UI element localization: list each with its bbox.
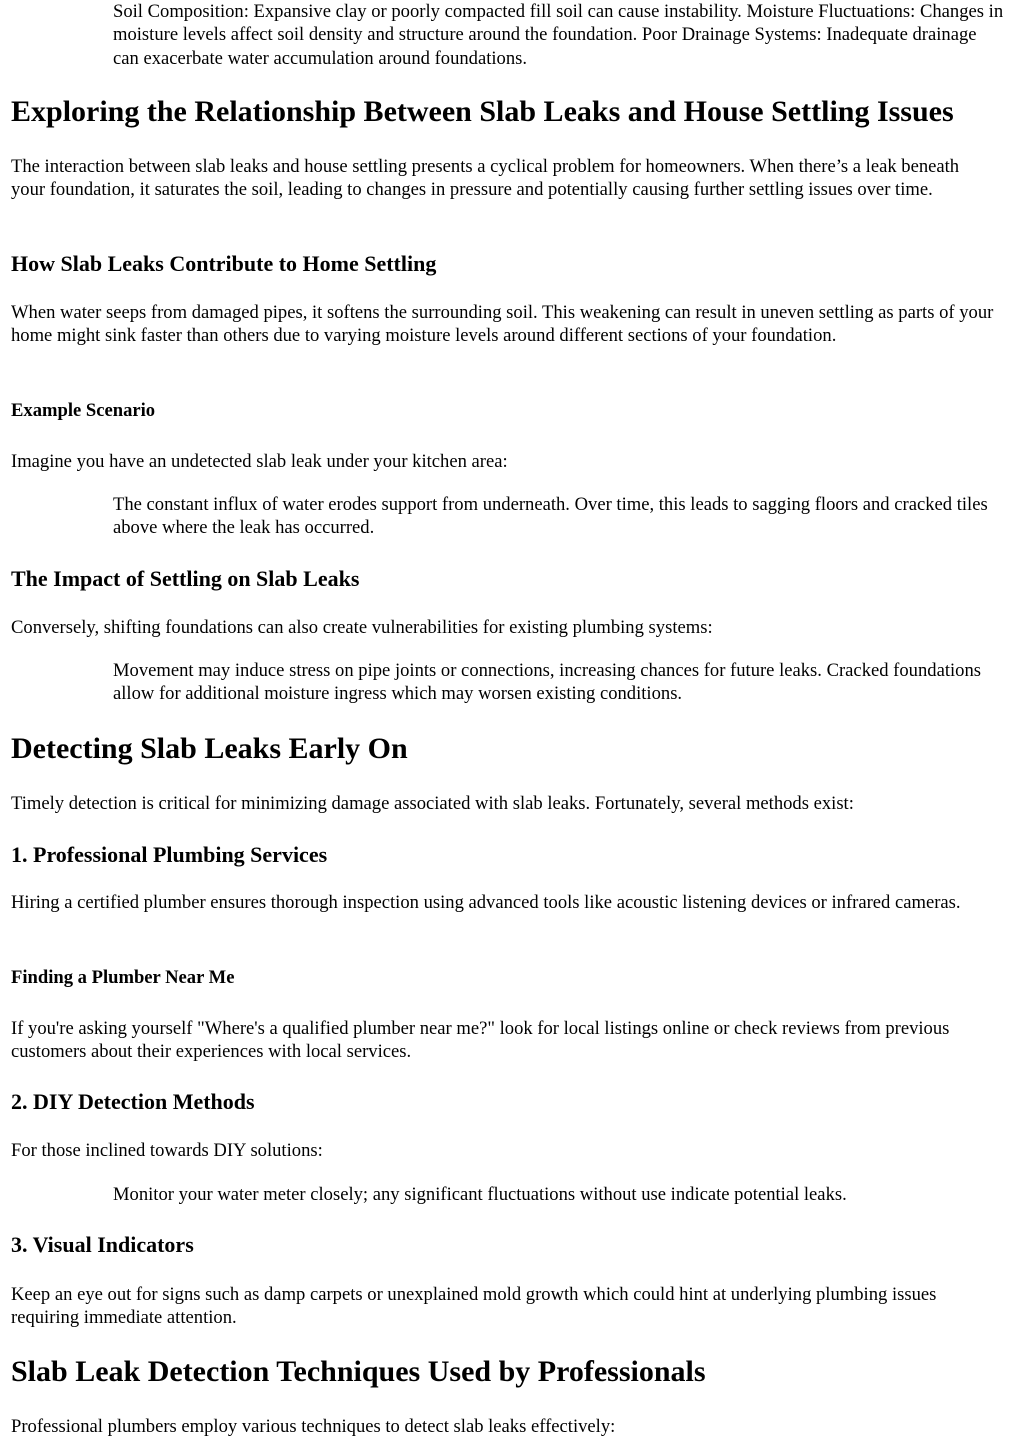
subheading-professional: 1. Professional Plumbing Services [11, 842, 328, 867]
minor-heading-example: Example Scenario [11, 400, 156, 421]
minor-heading-finding: Finding a Plumber Near Me [11, 967, 235, 988]
section-heading-techniques: Slab Leak Detection Techniques Used by Professionals [11, 1355, 706, 1388]
paragraph-finding: If you're asking yourself "Where's a qualified plumber near me?" look for local listings online or check reviews from previous customers about their experiences with local services. [11, 1018, 950, 1063]
section-heading-relationship: Exploring the Relationship Between Slab Leaks and House Settling Issues [11, 95, 954, 128]
subheading-impact: The Impact of Settling on Slab Leaks [11, 566, 360, 591]
paragraph-techniques: Professional plumbers employ various techniques to detect slab leaks effectively: [11, 1416, 616, 1437]
subheading-diy: 2. DIY Detection Methods [11, 1089, 255, 1114]
blockquote-diy: Monitor your water meter closely; any significant fluctuations without use indicate potential leaks. [113, 1184, 847, 1205]
blockquote-impact: Movement may induce stress on pipe joints or connections, increasing chances for future leaks. Cracked foundations allow for additional moisture ingress which may worsen existing conditions. [113, 660, 981, 705]
paragraph-professional: Hiring a certified plumber ensures thorough inspection using advanced tools like acoustic listening devices or infrared cameras. [11, 892, 961, 913]
paragraph-impact: Conversely, shifting foundations can also create vulnerabilities for existing plumbing systems: [11, 617, 713, 638]
paragraph-example: Imagine you have an undetected slab leak under your kitchen area: [11, 451, 508, 472]
paragraph-relationship: The interaction between slab leaks and house settling presents a cyclical problem for homeowners. When there’s a leak beneath your foundation, it saturates the soil, leading to changes in pressure and potentially causing further settling issues over time. [11, 156, 960, 201]
blockquote-example: The constant influx of water erodes support from underneath. Over time, this leads to sagging floors and cracked tiles above where the leak has occurred. [113, 494, 988, 539]
paragraph-diy: For those inclined towards DIY solutions: [11, 1140, 323, 1161]
section-heading-detecting: Detecting Slab Leaks Early On [11, 732, 408, 765]
intro-blockquote: Soil Composition: Expansive clay or poorly compacted fill soil can cause instability. Moisture Fluctuations: Changes in moisture levels affect soil density and structure around the foundation. Poor Drainage Systems: Inadequate drainage can exacerbate water accumulation around foundations. [113, 1, 1004, 69]
subheading-visual: 3. Visual Indicators [11, 1232, 194, 1257]
paragraph-visual: Keep an eye out for signs such as damp carpets or unexplained mold growth which could hint at underlying plumbing issues requiring immediate attention. [11, 1284, 937, 1329]
paragraph-contribute: When water seeps from damaged pipes, it softens the surrounding soil. This weakening can result in uneven settling as parts of your home might sink faster than others due to varying moisture levels around different sections of your foundation. [11, 302, 994, 347]
subheading-contribute: How Slab Leaks Contribute to Home Settling [11, 251, 437, 276]
paragraph-detecting: Timely detection is critical for minimizing damage associated with slab leaks. Fortunately, several methods exist: [11, 793, 854, 814]
